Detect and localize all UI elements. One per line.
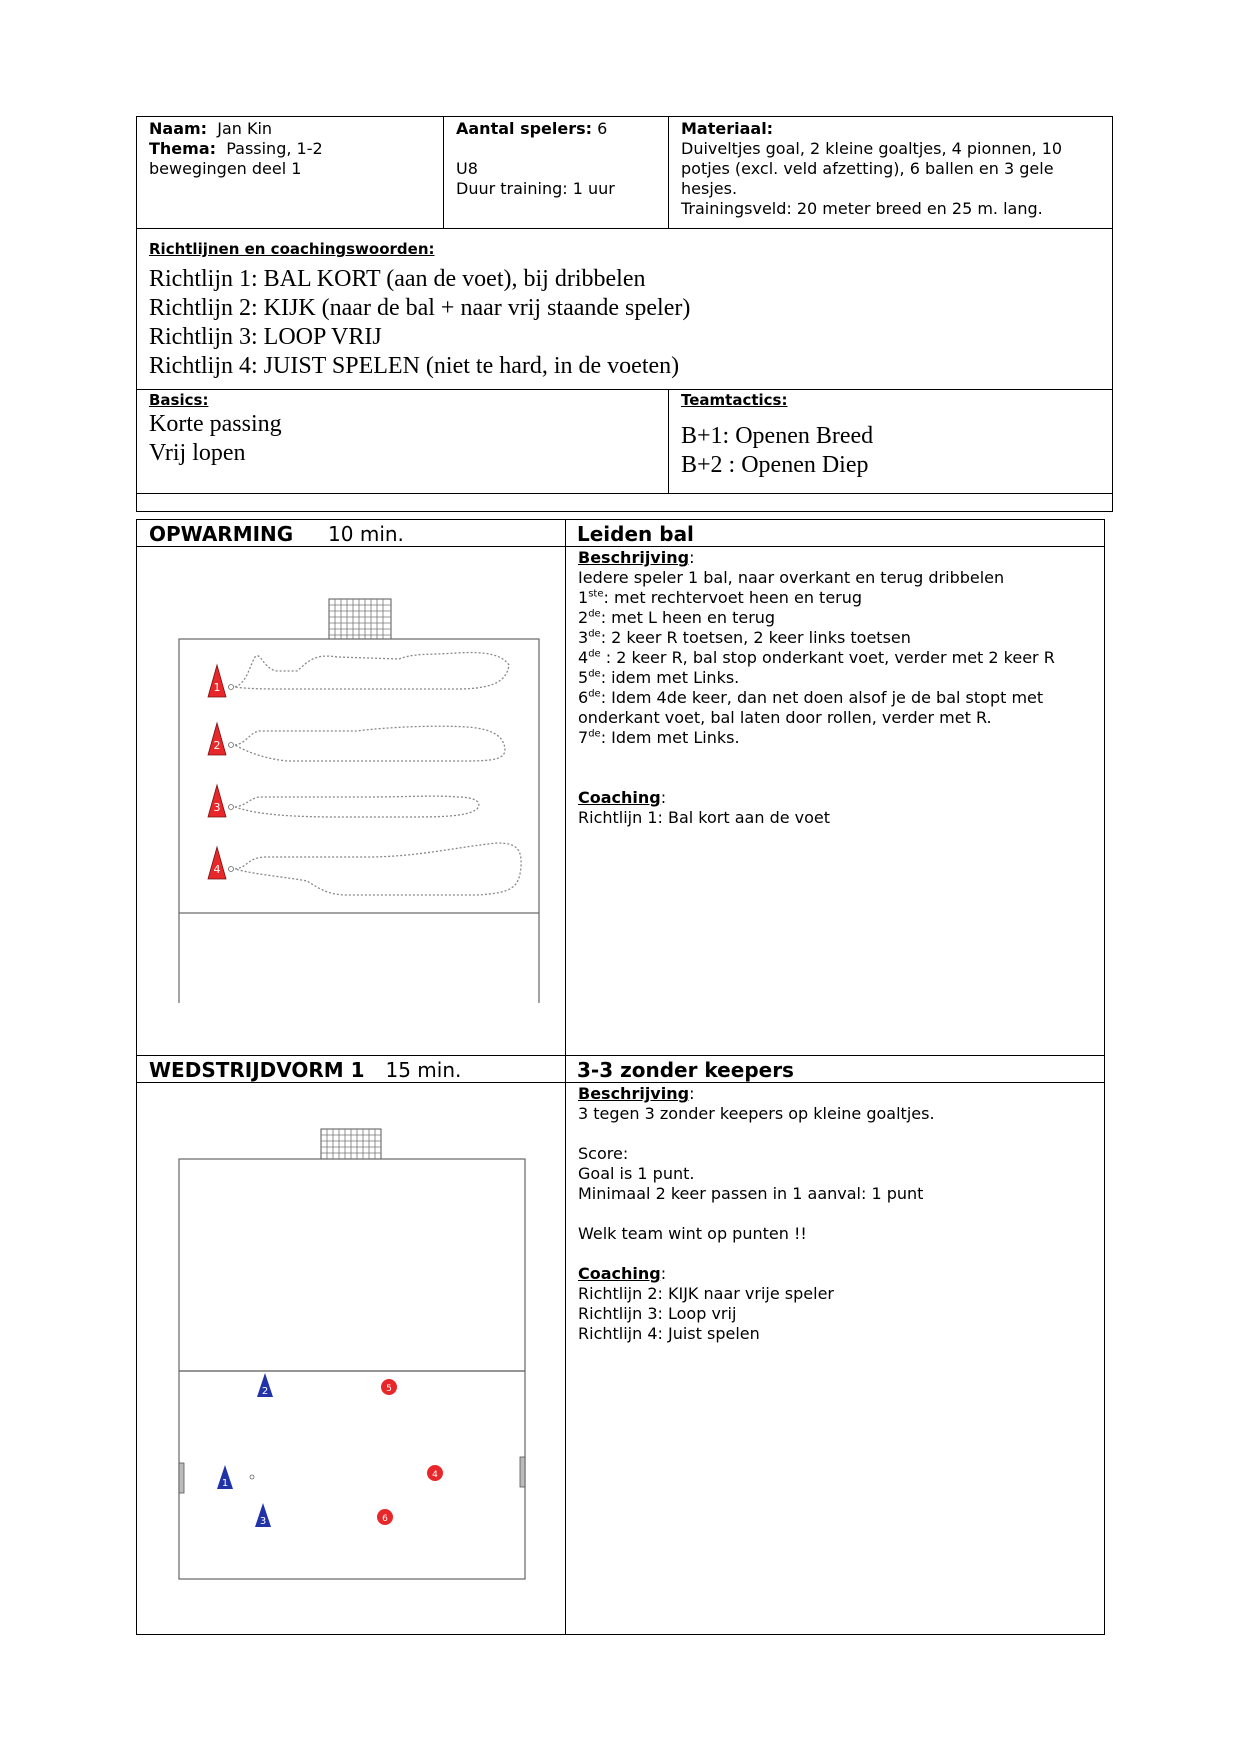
upper-field bbox=[179, 1159, 525, 1371]
naam-label: Naam: bbox=[149, 119, 208, 138]
description-line: 7de: Idem met Links. bbox=[578, 728, 740, 747]
richtlijnen-label: Richtlijnen en coachingswoorden: bbox=[149, 240, 435, 258]
player-blue-icon bbox=[255, 1503, 271, 1527]
player-blue-icon bbox=[217, 1465, 233, 1489]
drill-duration: 15 min. bbox=[385, 1058, 462, 1082]
description-line: 3 tegen 3 zonder keepers op kleine goaltjes. bbox=[578, 1104, 935, 1123]
goal-icon bbox=[329, 599, 391, 639]
player-red-icon bbox=[427, 1465, 443, 1481]
header-table bbox=[136, 116, 1113, 512]
drill-duration: 10 min. bbox=[328, 522, 404, 546]
small-goal-left bbox=[179, 1463, 184, 1493]
naam-value: Jan Kin bbox=[217, 119, 273, 138]
richtlijnen-cell bbox=[137, 229, 1113, 390]
goal-icon bbox=[321, 1129, 381, 1159]
description-line: Minimaal 2 keer passen in 1 aanval: 1 punt bbox=[578, 1184, 924, 1203]
players bbox=[217, 1373, 443, 1527]
description-line: Goal is 1 punt. bbox=[578, 1164, 695, 1183]
description-lines bbox=[578, 568, 1096, 748]
description-line: 5de: idem met Links. bbox=[578, 668, 740, 687]
field-diagram-opwarming bbox=[137, 547, 565, 1055]
ball bbox=[250, 1475, 254, 1479]
description-line: Iedere speler 1 bal, naar overkant en terug dribbelen bbox=[578, 568, 1005, 587]
coaching-item: Richtlijn 3: Loop vrij bbox=[578, 1304, 737, 1323]
materiaal-cell bbox=[669, 117, 1113, 229]
cones bbox=[208, 665, 226, 879]
lower-field bbox=[179, 1371, 525, 1579]
materiaal-label: Materiaal: bbox=[681, 119, 774, 138]
drill-description: Beschrijving: Iedere speler 1 bal, naar overkant en terug dribbelen 1ste: met rechtervoet heen en terug 2de: met L heen en terug 3de: 2 keer R toetsen, 2 keer links toetsen 4de : 2 keer R, bal stop onderkant voet, verder met 2 keer R 5de: idem met Links. 6de: Idem 4de keer, dan net doen alsof je de bal stopt met onderkant voet, bal laten door rollen, verder met R. 7de: Idem met Links. Coaching: Richtlijn 1: Bal kort aan de voet bbox=[578, 548, 1096, 828]
basics-item: Korte passing bbox=[149, 411, 282, 437]
thema-value: Passing, 1-2 bbox=[226, 139, 323, 158]
coaching-item: Richtlijn 1: Bal kort aan de voet bbox=[578, 808, 831, 827]
player-label: 5 bbox=[386, 1384, 392, 1394]
cone-icon bbox=[208, 847, 226, 879]
richtlijn-item: Richtlijn 2: KIJK (naar de bal + naar vrij staande speler) bbox=[149, 295, 691, 321]
leeftijd-value: U8 bbox=[456, 159, 478, 178]
description-line: onderkant voet, bal laten door rollen, verder met R. bbox=[578, 708, 992, 727]
teamtactics-label: Teamtactics: bbox=[681, 391, 788, 409]
description-line: 2de: met L heen en terug bbox=[578, 608, 776, 627]
field-diagram-wedstrijdvorm bbox=[137, 1083, 565, 1635]
basics-cell bbox=[137, 390, 669, 494]
drill-description: Beschrijving: 3 tegen 3 zonder keepers op kleine goaltjes. Score: Goal is 1 punt. Minimaal 2 keer passen in 1 aanval: 1 punt Welk team wint op punten !! Coaching: Richtlijn 2: KIJK naar vrije speler Richtlijn 3: Loop vrij Richtlijn 4: Juist spelen bbox=[578, 1084, 1096, 1344]
field-outline bbox=[179, 639, 539, 913]
divider bbox=[565, 1056, 566, 1634]
materiaal-line: Duiveltjes goal, 2 kleine goaltjes, 4 pionnen, 10 bbox=[681, 139, 1063, 158]
cone-icon bbox=[208, 665, 226, 697]
cone-label: 3 bbox=[213, 801, 221, 814]
player-blue-icon bbox=[257, 1373, 273, 1397]
player-label: 6 bbox=[382, 1514, 388, 1524]
basics-item: Vrij lopen bbox=[149, 440, 246, 466]
cone-icon bbox=[208, 723, 226, 755]
cone-label: 4 bbox=[213, 863, 221, 876]
materiaal-line: potjes (excl. veld afzetting), 6 ballen en 3 gele bbox=[681, 159, 1054, 178]
description-line: Score: bbox=[578, 1144, 629, 1163]
player-label: 3 bbox=[259, 1516, 267, 1527]
dribble-paths bbox=[235, 653, 521, 896]
teamtactics-cell bbox=[669, 390, 1113, 494]
description-line: 1ste: met rechtervoet heen en terug bbox=[578, 588, 863, 607]
basics-label: Basics: bbox=[149, 391, 209, 409]
beschrijving-label: Beschrijving bbox=[578, 1084, 690, 1103]
drill-title: OPWARMING 10 min. bbox=[149, 522, 404, 546]
description-line: Welk team wint op punten !! bbox=[578, 1224, 807, 1243]
drill-name: Leiden bal bbox=[577, 522, 694, 546]
description-lines bbox=[578, 1104, 1096, 1244]
spelers-cell bbox=[444, 117, 669, 229]
cone-icon bbox=[208, 785, 226, 817]
description-line: 3de: 2 keer R toetsen, 2 keer links toetsen bbox=[578, 628, 911, 647]
spacer-row bbox=[137, 494, 1113, 512]
thema-label: Thema: bbox=[149, 139, 217, 158]
beschrijving-label: Beschrijving bbox=[578, 548, 690, 567]
player-label: 2 bbox=[261, 1386, 269, 1397]
player-red-icon bbox=[377, 1509, 393, 1525]
drill-header bbox=[137, 520, 1104, 547]
small-goal-right bbox=[520, 1457, 525, 1487]
player-red-icon bbox=[381, 1379, 397, 1395]
drill-name: 3-3 zonder keepers bbox=[577, 1058, 794, 1082]
divider bbox=[565, 520, 566, 1055]
description-line bbox=[578, 1124, 1096, 1144]
description-line bbox=[578, 1204, 1096, 1224]
drill-opwarming bbox=[136, 519, 1105, 1056]
coaching-label: Coaching bbox=[578, 1264, 661, 1283]
player-label: 1 bbox=[221, 1478, 229, 1489]
drill-wedstrijdvorm bbox=[136, 1055, 1105, 1635]
spelers-value: 6 bbox=[597, 119, 608, 138]
cone-label: 1 bbox=[213, 681, 221, 694]
naam-cell bbox=[137, 117, 444, 229]
drill-header bbox=[137, 1056, 1104, 1083]
teamtactics-item: B+1: Openen Breed bbox=[681, 423, 874, 449]
materiaal-line: hesjes. bbox=[681, 179, 738, 198]
drill-title: WEDSTRIJDVORM 1 15 min. bbox=[149, 1058, 462, 1082]
balls bbox=[229, 685, 234, 872]
spelers-label: Aantal spelers: bbox=[456, 119, 593, 138]
description-line: 6de: Idem 4de keer, dan net doen alsof je de bal stopt met bbox=[578, 688, 1044, 707]
richtlijn-item: Richtlijn 3: LOOP VRIJ bbox=[149, 324, 382, 350]
teamtactics-item: B+2 : Openen Diep bbox=[681, 452, 869, 478]
player-label: 4 bbox=[432, 1470, 438, 1480]
coaching-label: Coaching bbox=[578, 788, 661, 807]
thema-value-line2: bewegingen deel 1 bbox=[149, 159, 302, 178]
materiaal-line: Trainingsveld: 20 meter breed en 25 m. lang. bbox=[681, 199, 1043, 218]
richtlijn-item: Richtlijn 1: BAL KORT (aan de voet), bij dribbelen bbox=[149, 266, 646, 292]
cone-label: 2 bbox=[213, 739, 221, 752]
coaching-item: Richtlijn 2: KIJK naar vrije speler bbox=[578, 1284, 834, 1303]
description-line: 4de : 2 keer R, bal stop onderkant voet, verder met 2 keer R bbox=[578, 648, 1055, 667]
duur-value: Duur training: 1 uur bbox=[456, 179, 615, 198]
coaching-item: Richtlijn 4: Juist spelen bbox=[578, 1324, 760, 1343]
richtlijn-item: Richtlijn 4: JUIST SPELEN (niet te hard, in de voeten) bbox=[149, 353, 680, 379]
